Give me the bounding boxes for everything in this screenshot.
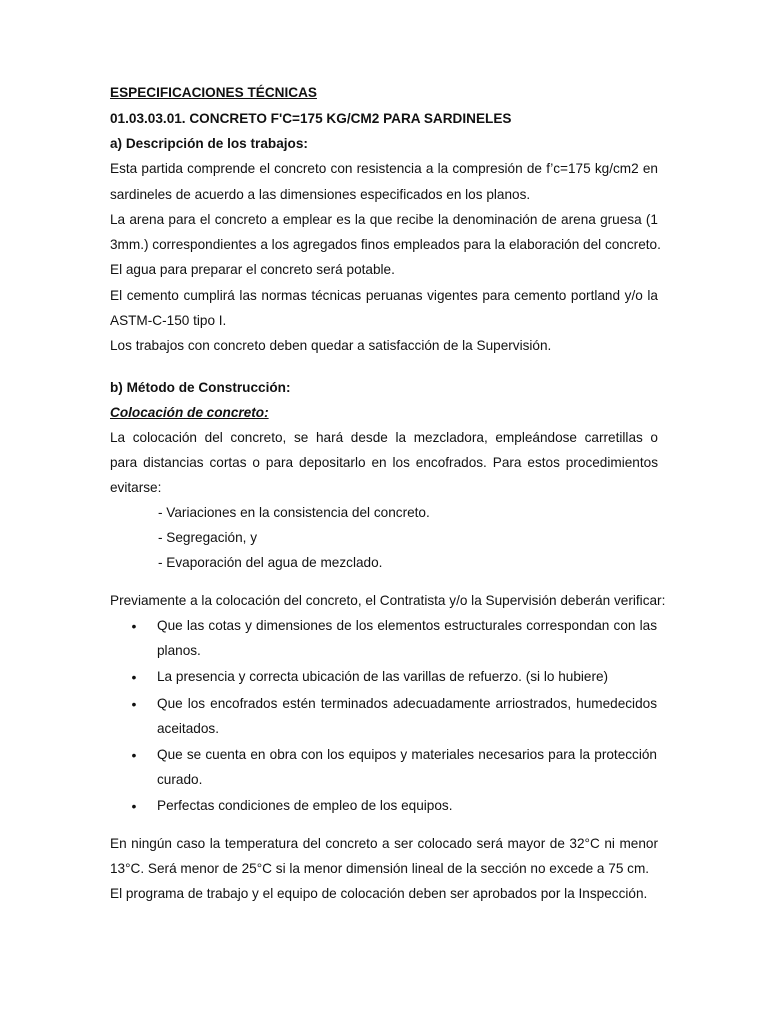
section-a-paragraph-1-line-2: sardineles de acuerdo a las dimensiones especificados en los planos. <box>110 187 531 202</box>
dash-list-item: - Segregación, y <box>158 530 257 545</box>
section-a-paragraph-4-line-1: El cemento cumplirá las normas técnicas peruanas vigentes para cemento portland y/o la <box>110 288 658 303</box>
section-a-paragraph-4-line-2: ASTM-C-150 tipo I. <box>110 313 227 328</box>
section-a-title: a) Descripción de los trabajos: <box>110 136 308 151</box>
bullet-item-3-line-1: Que los encofrados estén terminados adecuadamente arriostrados, humedecidos <box>157 696 657 711</box>
section-b-paragraph-2: Previamente a la colocación del concreto, el Contratista y/o la Supervisión deberán verificar: <box>110 593 666 608</box>
bullet-item-1-line-1: Que las cotas y dimensiones de los elementos estructurales correspondan con las <box>157 618 657 633</box>
document-heading: ESPECIFICACIONES TÉCNICAS <box>110 85 317 100</box>
section-a-paragraph-2-line-2: 3mm.) correspondientes a los agregados finos empleados para la elaboración del concreto. <box>110 237 661 252</box>
bullet-icon: • <box>131 669 137 685</box>
section-a-paragraph-5: Los trabajos con concreto deben quedar a satisfacción de la Supervisión. <box>110 338 552 353</box>
section-b-paragraph-1-line-1: La colocación del concreto, se hará desde la mezcladora, empleándose carretillas o <box>110 430 658 445</box>
bullet-item-1-line-2: planos. <box>157 643 201 658</box>
section-b-subtitle: Colocación de concreto: <box>110 405 269 420</box>
dash-list-item: - Variaciones en la consistencia del concreto. <box>158 505 430 520</box>
section-a-paragraph-1-line-1: Esta partida comprende el concreto con resistencia a la compresión de f’c=175 kg/cm2 en <box>110 161 658 176</box>
section-b-paragraph-1-line-2: para distancias cortas o para depositarlo en los encofrados. Para estos procedimientos <box>110 455 658 470</box>
item-title: 01.03.03.01. CONCRETO F'C=175 KG/CM2 PARA SARDINELES <box>110 111 512 126</box>
bullet-item-4-line-2: curado. <box>157 772 203 787</box>
bullet-icon: • <box>131 618 137 634</box>
section-b-paragraph-3-line-2: 13°C. Será menor de 25°C si la menor dimensión lineal de la sección no excede a 75 cm. <box>110 861 650 876</box>
section-b-paragraph-3-line-1: En ningún caso la temperatura del concreto a ser colocado será mayor de 32°C ni menor <box>110 836 658 851</box>
bullet-icon: • <box>131 696 137 712</box>
section-a-paragraph-2-line-1: La arena para el concreto a emplear es la que recibe la denominación de arena gruesa (1 <box>110 212 658 227</box>
bullet-icon: • <box>131 798 137 814</box>
bullet-item-3-line-2: aceitados. <box>157 721 219 736</box>
bullet-item-5: Perfectas condiciones de empleo de los equipos. <box>157 798 453 813</box>
section-b-paragraph-1-line-3: evitarse: <box>110 480 162 495</box>
bullet-item-4-line-1: Que se cuenta en obra con los equipos y materiales necesarios para la protección <box>157 747 657 762</box>
bullet-icon: • <box>131 747 137 763</box>
dash-list-item: - Evaporación del agua de mezclado. <box>158 555 383 570</box>
bullet-item-2: La presencia y correcta ubicación de las varillas de refuerzo. (si lo hubiere) <box>157 669 609 684</box>
section-b-paragraph-4: El programa de trabajo y el equipo de colocación deben ser aprobados por la Inspección. <box>110 886 648 901</box>
section-b-title: b) Método de Construcción: <box>110 380 291 395</box>
section-a-paragraph-3: El agua para preparar el concreto será potable. <box>110 262 395 277</box>
